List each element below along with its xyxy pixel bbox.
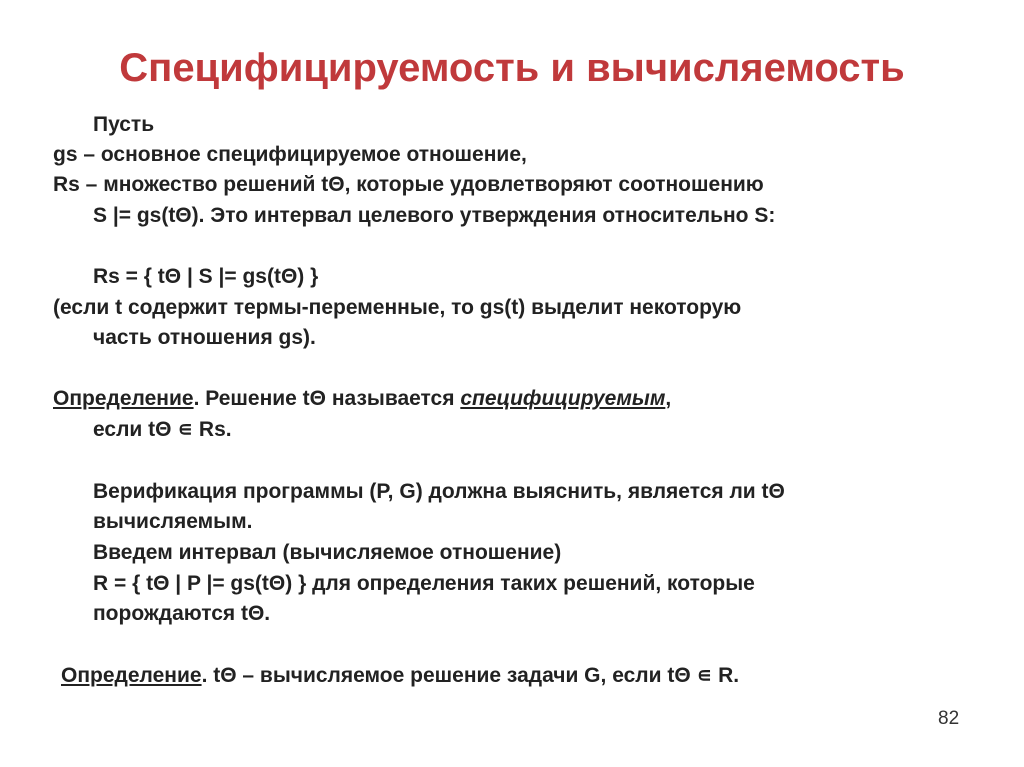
formula-r: R = { tΘ | P |= gs(tΘ) } для определения таких решений, которые: [93, 572, 755, 595]
text-line-if-in-rs: если tΘ ∊ Rs.: [93, 418, 232, 441]
emphasized-term-specifiable: специфицируемым: [460, 387, 666, 410]
text-line-target-interval: S |= gs(tΘ). Это интервал целевого утверждения относительно S:: [93, 204, 776, 227]
definition-comma: ,: [665, 387, 672, 410]
slide-title: Специфицируемость и вычисляемость: [119, 46, 905, 90]
text-line-introduce-interval: Введем интервал (вычисляемое отношение): [93, 541, 562, 564]
text-line-verification: Верификация программы (P, G) должна выяснить, является ли tΘ: [93, 480, 785, 503]
definition-text: . Решение tΘ называется: [193, 387, 461, 410]
definition-term: Определение: [53, 387, 194, 410]
definition-term: Определение: [61, 664, 202, 687]
definition-text: . tΘ – вычисляемое решение задачи G, если tΘ ∊ R.: [201, 664, 740, 687]
definition-specifiable: [53, 386, 671, 412]
text-line-term-variables: (если t содержит термы-переменные, то gs(t) выделит некоторую: [53, 296, 742, 319]
page-number: 82: [938, 708, 960, 729]
text-line-relation-part: часть отношения gs).: [93, 326, 316, 349]
text-line-computable: вычисляемым.: [93, 510, 253, 533]
text-line-pust: Пусть: [93, 113, 155, 136]
text-line-gs-definition: gs – основное специфицируемое отношение,: [53, 143, 527, 166]
definition-computable: [61, 663, 739, 689]
formula-rs: Rs = { tΘ | S |= gs(tΘ) }: [93, 265, 319, 288]
text-line-rs-definition: Rs – множество решений tΘ, которые удовлетворяют соотношению: [53, 173, 764, 196]
text-line-generated: порождаются tΘ.: [93, 602, 271, 625]
